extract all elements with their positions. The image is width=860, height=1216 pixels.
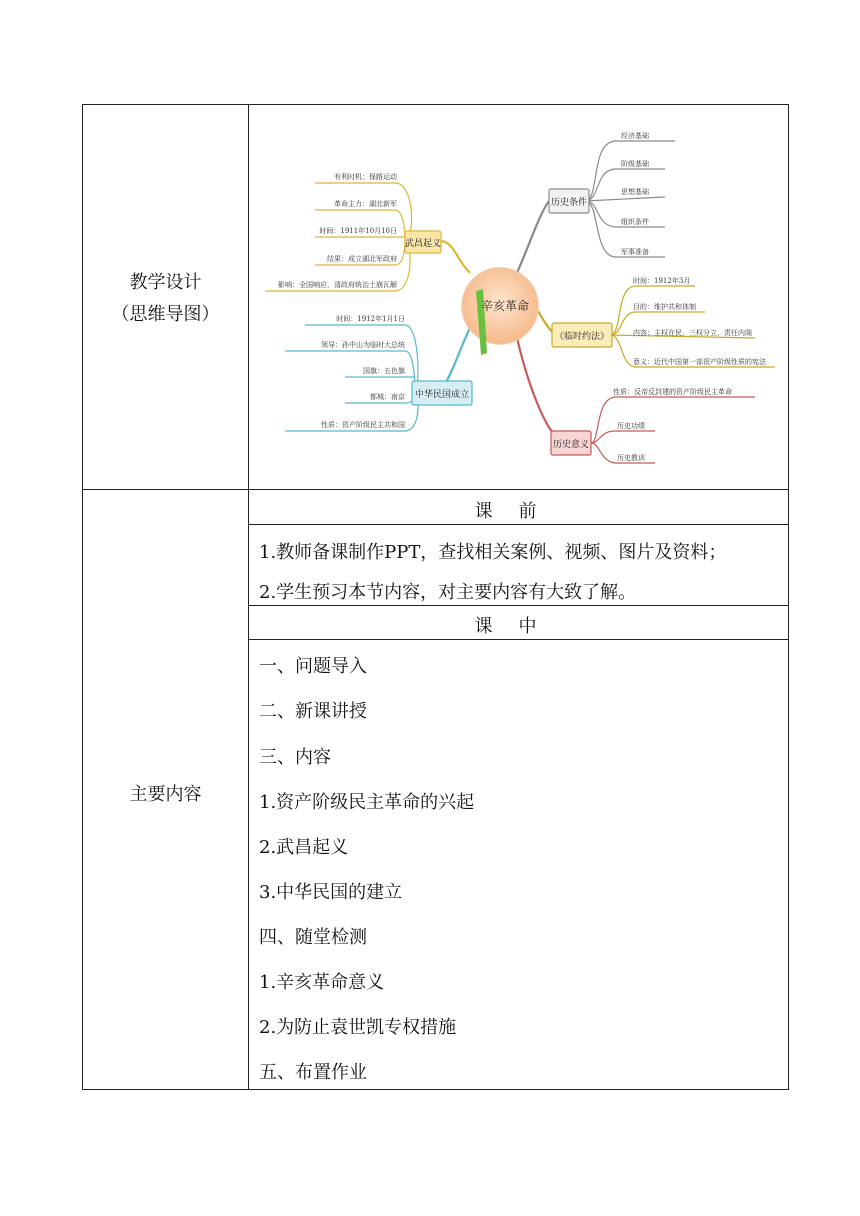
center-label: 辛亥革命 [480, 299, 530, 313]
row-divider [249, 639, 788, 640]
center-node [462, 268, 538, 355]
in-class-line: 五、布置作业 [259, 1062, 367, 1083]
branch-item: 性质：资产阶级民主共和国 [321, 421, 405, 429]
branch-item: 军事准备 [621, 248, 649, 256]
branch-item: 结果：成立湖北军政府 [327, 255, 397, 263]
design-label [83, 267, 248, 331]
branch-item: 思想基础 [621, 188, 649, 196]
branch-item: 有利时机：保路运动 [334, 173, 397, 181]
mind-map [255, 113, 785, 468]
design-label-line2: （思维导图） [111, 304, 220, 325]
branch-item: 时间：1912年3月 [633, 277, 691, 285]
in-class-line: 2.武昌起义 [259, 837, 349, 858]
branch-item: 领导：孙中山为临时大总统 [321, 341, 405, 349]
before-class-heading: 课前 [474, 501, 563, 522]
in-class-line: 四、随堂检测 [259, 927, 367, 948]
lesson-table [82, 104, 789, 1090]
branch-item: 性质：反帝反封建的资产阶级民主革命 [613, 388, 732, 396]
branch-yiyi [551, 387, 755, 463]
branch-item: 革命主力：湖北新军 [334, 200, 397, 208]
branch-item: 历史教训 [617, 454, 645, 462]
branch-title: 历史条件 [550, 198, 588, 208]
branch-item: 都城：南京 [370, 393, 405, 401]
before-line-2: 2.学生预习本节内容，对主要内容有大致了解。 [259, 582, 637, 603]
in-class-line: 三、内容 [259, 747, 331, 768]
branch-item: 影响：全国响应，清政府统治土崩瓦解 [278, 281, 397, 289]
design-label-line1: 教学设计 [129, 272, 202, 293]
branch-zhonghua [285, 314, 472, 431]
in-class-line: 1.辛亥革命意义 [259, 972, 385, 993]
branch-item: 时间：1911年10月10日 [319, 227, 397, 235]
branch-lishi [549, 131, 675, 257]
in-class-heading: 课中 [474, 616, 563, 637]
branch-title: 历史意义 [552, 440, 590, 450]
in-class-line: 1.资产阶级民主革命的兴起 [259, 792, 475, 813]
branch-item: 目的：维护共和体制 [633, 303, 696, 311]
branch-wuchang [265, 172, 441, 291]
branch-title: 武昌起义 [404, 239, 442, 249]
branch-title: 《临时约法》 [554, 332, 610, 342]
before-line-1: 1.教师备课制作PPT，查找相关案例、视频、图片及资料； [259, 542, 727, 563]
in-class-line: 2.为防止袁世凯专权措施 [259, 1017, 457, 1038]
in-class-line: 一、问题导入 [259, 656, 367, 677]
branch-item: 内容：主权在民、三权分立、责任内阁 [633, 329, 752, 337]
content-label: 主要内容 [129, 784, 202, 805]
column-divider [248, 105, 249, 1089]
branch-item: 国旗：五色旗 [363, 367, 405, 375]
branch-item: 经济基础 [621, 132, 649, 140]
branch-item: 意义：近代中国第一部资产阶级性质的宪法 [633, 358, 766, 366]
branch-item: 历史功绩 [617, 422, 645, 430]
row-divider [83, 489, 788, 490]
in-class-line: 3.中华民国的建立 [259, 882, 403, 903]
branch-yuefa [552, 276, 775, 367]
row-divider [249, 524, 788, 525]
branch-item: 时间：1912年1月1日 [336, 315, 405, 323]
branch-item: 组织条件 [621, 218, 649, 226]
branch-title: 中华民国成立 [414, 390, 470, 400]
in-class-line: 二、新课讲授 [259, 701, 367, 722]
row-divider [249, 605, 788, 606]
branch-item: 阶级基础 [621, 160, 649, 168]
